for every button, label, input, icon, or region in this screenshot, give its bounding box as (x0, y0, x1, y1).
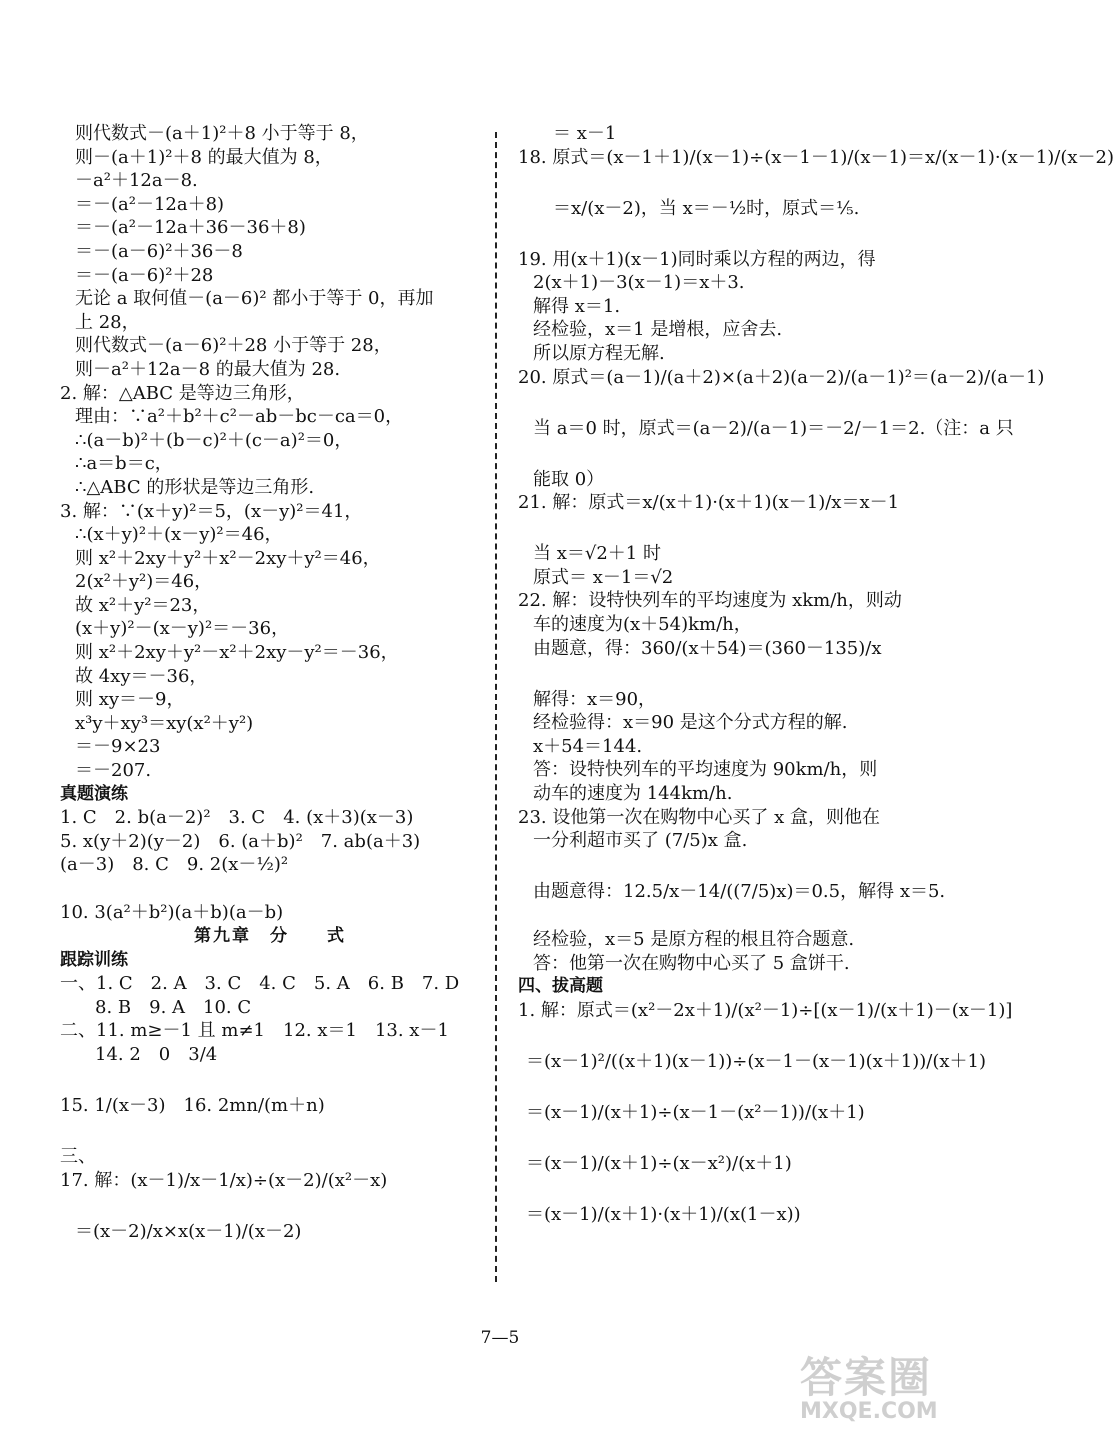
left-column-line: ＝－(a²－12a＋8) (75, 193, 225, 215)
right-column-line: ＝(x－1)/(x＋1)÷(x－1－(x²－1))/(x＋1) (526, 1101, 865, 1123)
left-column-line: ∴△ABC 的形状是等边三角形. (75, 476, 315, 498)
right-column-line: 所以原方程无解. (533, 342, 665, 364)
left-column-line: ∴a＝b＝c， (75, 453, 173, 475)
right-column-line: 四、拔高题 (518, 976, 603, 997)
right-column-line: 19. 用(x＋1)(x－1)同时乘以方程的两边，得 (518, 248, 876, 270)
right-column-line: 解得：x＝90， (533, 688, 657, 710)
left-column-line: 真题演练 (60, 783, 128, 804)
column-divider (495, 132, 497, 1282)
left-column-line: ＝(x－2)/x×x(x－1)/(x－2) (75, 1220, 302, 1242)
right-column-line: 能取 0） (533, 468, 605, 490)
right-column-line: 答：设特快列车的平均速度为 90km/h，则 (533, 759, 878, 781)
watermark-url: MXQE.COM (800, 1399, 938, 1424)
left-column (60, 122, 480, 1271)
left-column-line: 2(x²＋y²)＝46， (75, 571, 213, 593)
left-column-line: 则 xy＝－9， (75, 689, 185, 711)
left-column-line: 故 4xy＝－36， (75, 665, 208, 687)
left-column-line: 三、 (60, 1145, 96, 1167)
left-column-line: 则 x²＋2xy＋y²－x²＋2xy－y²＝－36， (75, 642, 399, 664)
left-column-line: ＝－9×23 (75, 736, 161, 758)
right-column-line: 当 a＝0 时，原式＝(a－2)/(a－1)＝－2/－1＝2.（注：a 只 (533, 417, 1014, 439)
right-column-line: 18. 原式＝(x－1＋1)/(x－1)÷(x－1－1)/(x－1)＝x/(x－1)·(x－1)/(x－2) (518, 146, 1114, 168)
right-column-line: 2(x＋1)－3(x－1)＝x＋3. (533, 272, 745, 294)
right-column-line: x＋54＝144. (533, 735, 643, 757)
left-column-line: (a－3) 8. C 9. 2(x－½)² (60, 854, 289, 876)
left-column-line: 2. 解：△ABC 是等边三角形， (60, 382, 305, 404)
right-column-line: 一分利超市买了 (7/5)x 盒. (533, 830, 748, 852)
left-column-line: ＝－207. (75, 760, 152, 782)
left-column-line: 二、11. m≥－1 且 m≠1 12. x＝1 13. x－1 (60, 1020, 449, 1042)
right-column-line: ＝(x－1)²/((x＋1)(x－1))÷(x－1－(x－1)(x＋1))/(x＋1) (526, 1050, 987, 1072)
right-column-line: 经检验，x＝1 是增根，应舍去. (533, 319, 783, 341)
left-column-line: 10. 3(a²＋b²)(a＋b)(a－b) (60, 902, 284, 924)
right-column-line: 解得 x＝1. (533, 295, 621, 317)
left-column-line: x³y＋xy³＝xy(x²＋y²) (75, 712, 254, 734)
right-column-line: 经检验得：x＝90 是这个分式方程的解. (533, 712, 848, 734)
left-column-line: 3. 解：∵(x＋y)²＝5，(x－y)²＝41， (60, 500, 363, 522)
watermark-title: 答案圈 (800, 1353, 933, 1402)
right-column-line: 由题意得：12.5/x－14/((7/5)x)＝0.5，解得 x＝5. (533, 881, 946, 903)
right-column-line: ＝(x－1)/(x＋1)·(x＋1)/(x(1－x)) (526, 1203, 801, 1225)
left-column-line: 14. 2 0 3/4 (95, 1043, 218, 1065)
right-column-line: ＝(x－1)/(x＋1)÷(x－x²)/(x＋1) (526, 1152, 792, 1174)
left-column-line: －a²＋12a－8. (75, 170, 198, 192)
left-column-line: 无论 a 取何值－(a－6)² 都小于等于 0，再加 (75, 288, 434, 310)
left-column-line: 上 28， (75, 311, 140, 333)
left-column-line: ＝－(a－6)²＋36－8 (75, 240, 243, 262)
right-column-line: 20. 原式＝(a－1)/(a＋2)×(a＋2)(a－2)/(a－1)²＝(a－2)/(a－1) (518, 366, 1045, 388)
left-column-line: 1. C 2. b(a－2)² 3. C 4. (x＋3)(x－3) (60, 807, 414, 829)
left-column-line: 则代数式－(a＋1)²＋8 小于等于 8， (75, 123, 369, 144)
left-column-line: ∴(x＋y)²＋(x－y)²＝46， (75, 524, 283, 546)
left-column-line: 理由：∵a²＋b²＋c²－ab－bc－ca＝0， (75, 406, 404, 428)
left-column-line: ＝－(a－6)²＋28 (75, 264, 214, 286)
left-column-line: 则－a²＋12a－8 的最大值为 28. (75, 358, 341, 380)
right-column-line: ＝x/(x－2)，当 x＝－½时，原式＝⅕. (553, 197, 860, 219)
right-column-line: 1. 解：原式＝(x²－2x＋1)/(x²－1)÷[(x－1)/(x＋1)－(x－1)] (518, 999, 1013, 1021)
left-column-line: 15. 1/(x－3) 16. 2mn/(m＋n) (60, 1094, 325, 1116)
right-column-line: 经检验，x＝5 是原方程的根且符合题意. (533, 929, 855, 951)
right-column (518, 122, 1114, 1254)
right-column-line: 车的速度为(x＋54)km/h， (533, 613, 752, 635)
left-column-line: 跟踪训练 (60, 949, 128, 970)
left-column-line: 第九章 分 式 (194, 926, 346, 946)
left-column-line: 一、1. C 2. A 3. C 4. C 5. A 6. B 7. D (60, 973, 460, 995)
left-column-line: (x＋y)²－(x－y)²＝－36， (75, 618, 290, 640)
left-column-line: 5. x(y＋2)(y－2) 6. (a＋b)² 7. ab(a＋3) (60, 830, 421, 852)
left-column-line: 则－(a＋1)²＋8 的最大值为 8， (75, 146, 333, 168)
right-column-line: 21. 解：原式＝x/(x＋1)·(x＋1)(x－1)/x＝x－1 (518, 492, 900, 514)
left-column-line: 故 x²＋y²＝23， (75, 594, 211, 616)
right-column-line: 当 x＝√2＋1 时 (533, 543, 661, 565)
watermark-logo (800, 1345, 990, 1430)
left-column-line: 则 x²＋2xy＋y²＋x²－2xy＋y²＝46， (75, 547, 381, 569)
left-column-line: ＝－(a²－12a＋36－36＋8) (75, 217, 306, 239)
right-column-line: 23. 设他第一次在购物中心买了 x 盒，则他在 (518, 806, 880, 828)
right-column-line: 原式＝ x－1＝√2 (533, 566, 674, 588)
left-column-line: 则代数式－(a－6)²＋28 小于等于 28， (75, 335, 392, 357)
right-column-line: 动车的速度为 144km/h. (533, 782, 733, 804)
page-number: 7—5 (480, 1328, 520, 1348)
right-column-line: ＝ x－1 (553, 123, 617, 144)
left-column-line: 8. B 9. A 10. C (95, 996, 252, 1018)
right-column-line: 22. 解：设特快列车的平均速度为 xkm/h，则动 (518, 590, 902, 612)
right-column-line: 答：他第一次在购物中心买了 5 盒饼干. (533, 952, 850, 974)
left-column-line: ∴(a－b)²＋(b－c)²＋(c－a)²＝0， (75, 429, 353, 451)
left-column-line: 17. 解：(x－1)/x－1/x)÷(x－2)/(x²－x) (60, 1169, 388, 1191)
right-column-line: 由题意，得：360/(x＋54)＝(360－135)/x (533, 637, 882, 659)
